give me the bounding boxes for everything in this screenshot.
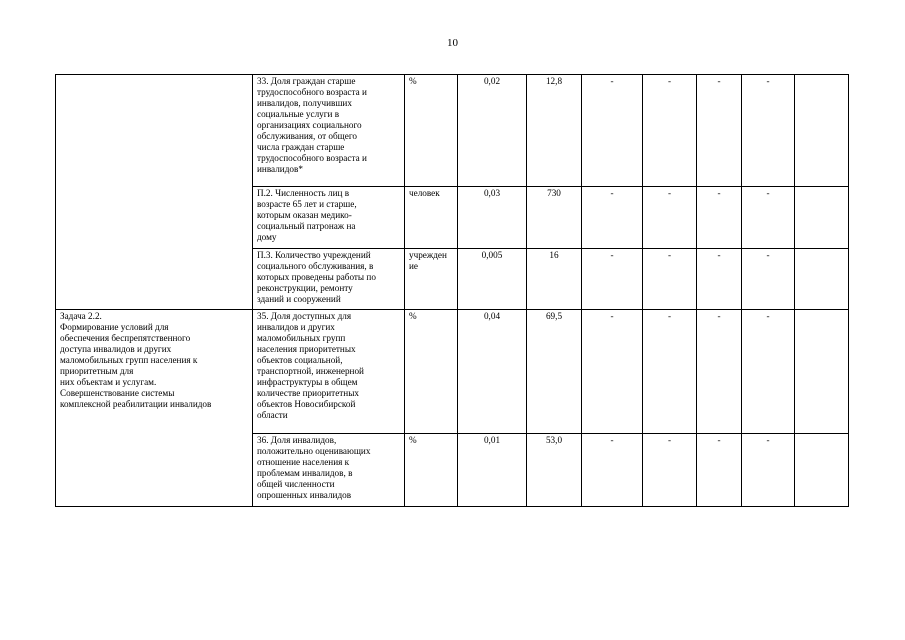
dash-cell: -: [582, 75, 643, 187]
indicator-text-line: количестве приоритетных: [257, 388, 359, 398]
indicator-text-line: объектов Новосибирской: [257, 399, 356, 409]
indicator-text-line: проблемам инвалидов, в: [257, 468, 353, 478]
weight-cell: 0,01: [458, 434, 527, 507]
value-cell: 730: [527, 187, 582, 249]
indicator-text-line: дому: [257, 232, 277, 242]
indicator-cell: [253, 187, 405, 249]
indicator-text-line: населения приоритетных: [257, 344, 356, 354]
dash-cell: -: [643, 310, 697, 434]
indicator-text-line: 33. Доля граждан старше: [257, 76, 356, 86]
dash-cell: -: [697, 434, 742, 507]
indicator-text-line: инфраструктуры в общем: [257, 377, 358, 387]
dash-cell: -: [742, 310, 795, 434]
unit-text-line: %: [409, 435, 417, 445]
task-text-line: приоритетным для: [60, 366, 134, 376]
indicator-text-line: организациях социального: [257, 120, 362, 130]
weight-cell: 0,03: [458, 187, 527, 249]
indicator-text-line: числа граждан старше: [257, 142, 345, 152]
indicator-text-line: положительно оценивающих: [257, 446, 371, 456]
task-text-line: Формирование условий для: [60, 322, 169, 332]
unit-text-line: %: [409, 311, 417, 321]
weight-cell: 0,02: [458, 75, 527, 187]
empty-cell: [795, 310, 849, 434]
unit-text-line: учрежден: [409, 250, 447, 260]
task-cell: [56, 310, 253, 507]
indicator-text-line: социального обслуживания, в: [257, 261, 374, 271]
task-text-line: комплексной реабилитации инвалидов: [60, 399, 212, 409]
indicator-text-line: реконструкции, ремонту: [257, 283, 353, 293]
indicator-text-line: отношение населения к: [257, 457, 350, 467]
dash-cell: -: [582, 434, 643, 507]
weight-cell: 0,005: [458, 249, 527, 310]
indicator-cell: [253, 249, 405, 310]
task-cell: [56, 75, 253, 310]
unit-cell: [405, 249, 458, 310]
page-number: 10: [447, 37, 458, 49]
empty-cell: [795, 75, 849, 187]
value-cell: 53,0: [527, 434, 582, 507]
unit-cell: [405, 187, 458, 249]
dash-cell: -: [582, 187, 643, 249]
dash-cell: -: [742, 249, 795, 310]
indicator-text-line: трудоспособного возраста и: [257, 153, 367, 163]
indicator-text-line: зданий и сооружений: [257, 294, 341, 304]
value-cell: 69,5: [527, 310, 582, 434]
empty-cell: [795, 249, 849, 310]
indicator-text-line: инвалидов*: [257, 164, 303, 174]
unit-text-line: ие: [409, 261, 418, 271]
dash-cell: -: [742, 434, 795, 507]
indicator-text-line: социальные услуги в: [257, 109, 340, 119]
indicator-text-line: опрошенных инвалидов: [257, 490, 352, 500]
indicator-text-line: возрасте 65 лет и старше,: [257, 199, 357, 209]
table-row: [56, 75, 849, 187]
value-cell: 12,8: [527, 75, 582, 187]
dash-cell: -: [643, 75, 697, 187]
task-text-line: Совершенствование системы: [60, 388, 175, 398]
dash-cell: -: [697, 249, 742, 310]
indicator-text-line: которым оказан медико-: [257, 210, 352, 220]
indicator-text-line: которых проведены работы по: [257, 272, 376, 282]
dash-cell: -: [742, 187, 795, 249]
indicator-cell: [253, 434, 405, 507]
indicator-text-line: П.3. Количество учреждений: [257, 250, 371, 260]
empty-cell: [795, 434, 849, 507]
unit-text-line: человек: [409, 188, 440, 198]
dash-cell: -: [697, 75, 742, 187]
unit-cell: [405, 310, 458, 434]
unit-text-line: %: [409, 76, 417, 86]
task-text-line: них объектам и услугам.: [60, 377, 157, 387]
indicator-text-line: инвалидов, получивших: [257, 98, 352, 108]
weight-cell: 0,04: [458, 310, 527, 434]
unit-cell: [405, 434, 458, 507]
indicators-table: [55, 74, 849, 507]
indicator-text-line: 36. Доля инвалидов,: [257, 435, 337, 445]
dash-cell: -: [742, 75, 795, 187]
indicator-cell: [253, 310, 405, 434]
task-text-line: маломобильных групп населения к: [60, 355, 198, 365]
value-cell: 16: [527, 249, 582, 310]
unit-cell: [405, 75, 458, 187]
dash-cell: -: [697, 310, 742, 434]
indicator-text-line: области: [257, 410, 288, 420]
indicator-cell: [253, 75, 405, 187]
indicator-text-line: социальный патронаж на: [257, 221, 356, 231]
task-text-line: Задача 2.2.: [60, 311, 102, 321]
indicator-text-line: маломобильных групп: [257, 333, 346, 343]
indicator-text-line: 35. Доля доступных для: [257, 311, 352, 321]
indicator-text-line: общей численности: [257, 479, 335, 489]
empty-cell: [795, 187, 849, 249]
task-text-line: обеспечения беспрепятственного: [60, 333, 191, 343]
indicator-text-line: инвалидов и других: [257, 322, 335, 332]
dash-cell: -: [582, 310, 643, 434]
indicator-text-line: обслуживания, от общего: [257, 131, 357, 141]
indicator-text-line: П.2. Численность лиц в: [257, 188, 350, 198]
dash-cell: -: [582, 249, 643, 310]
dash-cell: -: [643, 187, 697, 249]
indicator-text-line: транспортной, инженерной: [257, 366, 364, 376]
indicator-text-line: объектов социальной,: [257, 355, 343, 365]
dash-cell: -: [697, 187, 742, 249]
dash-cell: -: [643, 249, 697, 310]
table-row: [56, 310, 849, 434]
indicator-text-line: трудоспособного возраста и: [257, 87, 367, 97]
dash-cell: -: [643, 434, 697, 507]
task-text-line: доступа инвалидов и других: [60, 344, 172, 354]
